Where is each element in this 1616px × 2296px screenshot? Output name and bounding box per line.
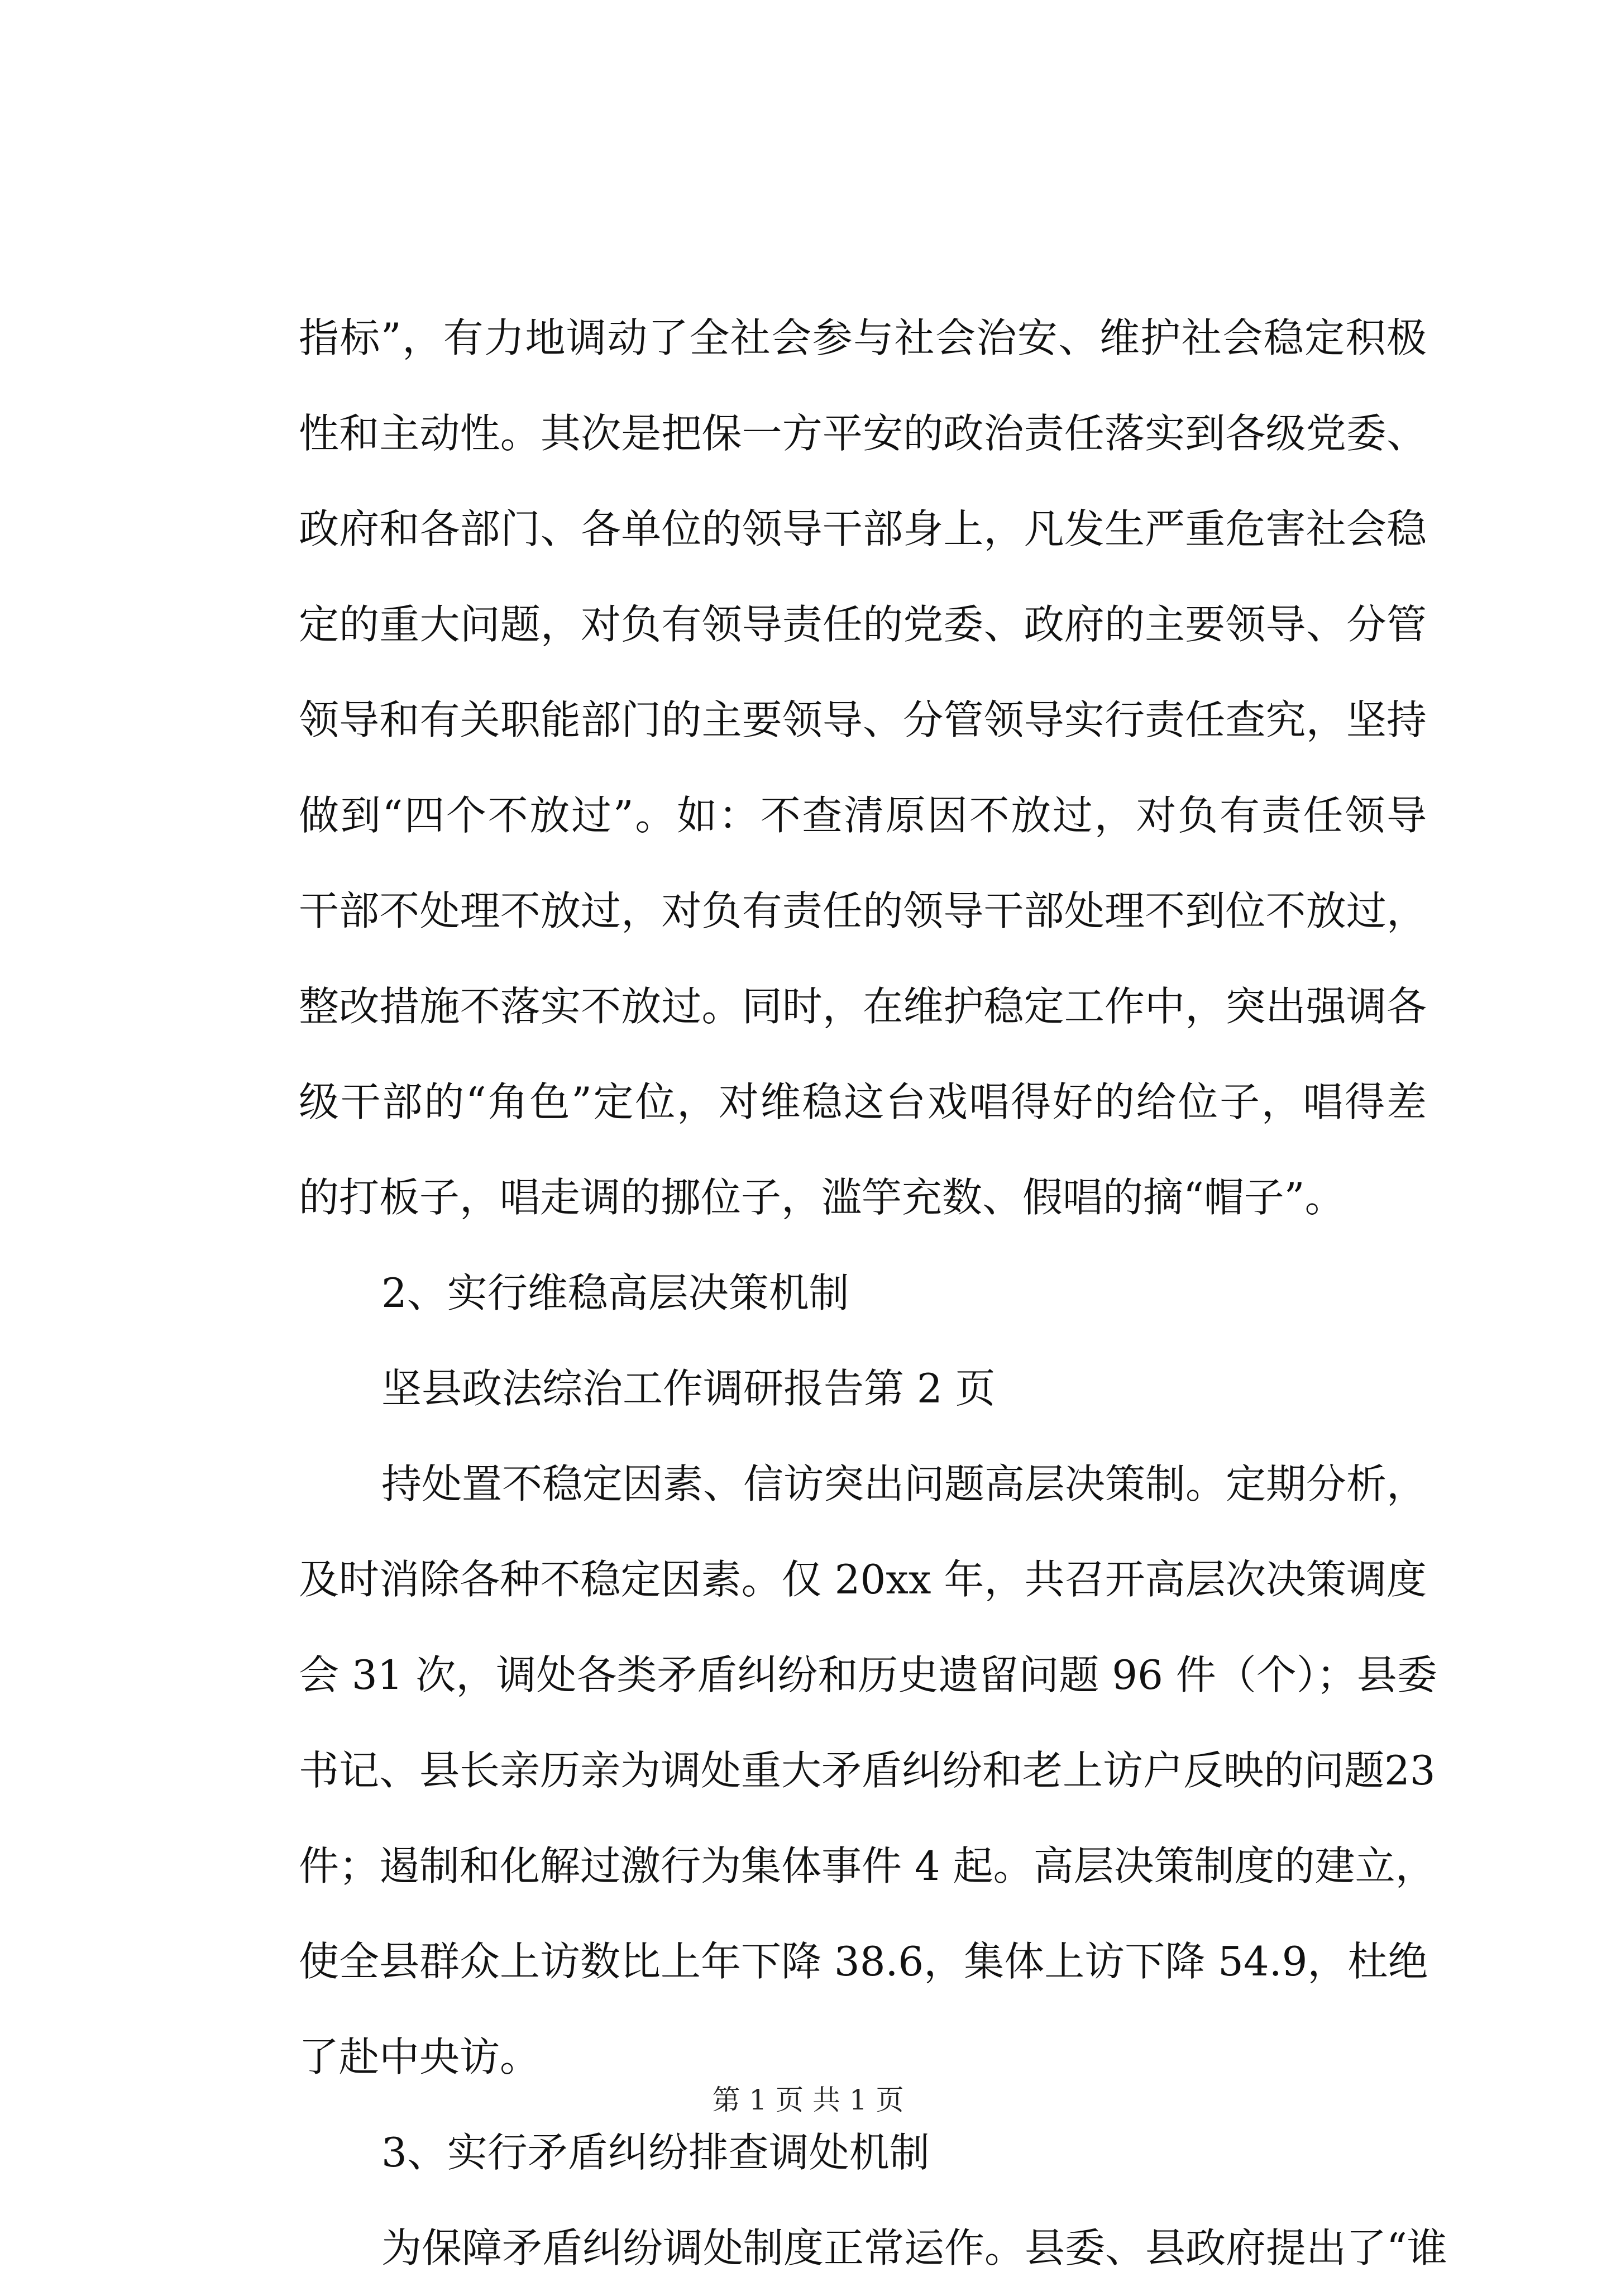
text-line: 为保障矛盾纠纷调处制度正常运作。县委、县政府提出了“谁 <box>381 2225 1447 2271</box>
text-line: 书记、县长亲历亲为调处重大矛盾纠纷和老上访户反映的问题23 <box>299 1747 1436 1794</box>
section-heading: 2、实行维稳高层决策机制 <box>381 1269 849 1316</box>
text-line: 级干部的“角色”定位，对维稳这台戏唱得好的给位子，唱得差 <box>299 1078 1427 1125</box>
text-line: 指标”，有力地调动了全社会参与社会治安、维护社会稳定积极 <box>299 314 1427 361</box>
text-line: 定的重大问题，对负有领导责任的党委、政府的主要领导、分管 <box>299 601 1427 648</box>
text-line: 整改措施不落实不放过。同时，在维护稳定工作中，突出强调各 <box>299 983 1427 1030</box>
text-line: 及时消除各种不稳定因素。仅 20xx 年，共召开高层次决策调度 <box>299 1556 1427 1603</box>
text-line: 会 31 次，调处各类矛盾纠纷和历史遗留问题 96 件（个）；县委 <box>299 1651 1437 1698</box>
text-line: 干部不处理不放过，对负有责任的领导干部处理不到位不放过， <box>299 887 1427 934</box>
page-title-line: 坚县政法综治工作调研报告第 2 页 <box>381 1365 996 1412</box>
text-line: 做到“四个不放过”。如：不查清原因不放过，对负有责任领导 <box>299 792 1427 839</box>
text-line: 领导和有关职能部门的主要领导、分管领导实行责任查究，坚持 <box>299 696 1427 743</box>
text-line: 性和主动性。其次是把保一方平安的政治责任落实到各级党委、 <box>299 410 1427 457</box>
section-heading: 3、实行矛盾纠纷排查调处机制 <box>381 2129 930 2176</box>
text-line: 使全县群众上访数比上年下降 38.6，集体上访下降 54.9，杜绝 <box>299 1938 1428 1985</box>
text-line: 持处置不稳定因素、信访突出问题高层决策制。定期分析， <box>381 1460 1427 1507</box>
text-line: 政府和各部门、各单位的领导干部身上，凡发生严重危害社会稳 <box>299 505 1427 552</box>
document-body <box>299 290 1447 2296</box>
text-line: 件；遏制和化解过激行为集体事件 4 起。高层决策制度的建立， <box>299 1842 1436 1889</box>
text-line: 的打板子，唱走调的挪位子，滥竽充数、假唱的摘“帽子”。 <box>299 1174 1345 1221</box>
page-footer: 第 1 页 共 1 页 <box>712 2084 904 2116</box>
text-line: 了赴中央访。 <box>299 2034 541 2080</box>
